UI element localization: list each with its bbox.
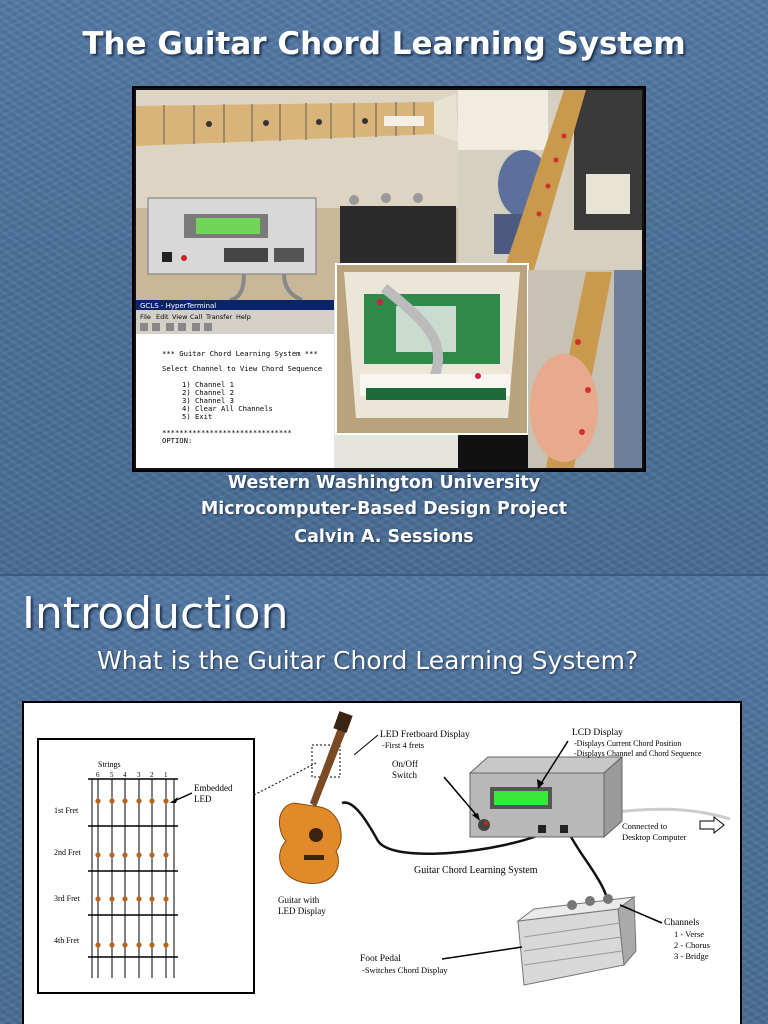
slide-question: What is the Guitar Chord Learning System? [97, 646, 639, 675]
svg-text:LED Display: LED Display [278, 906, 326, 916]
subtitle-project: Microcomputer-Based Design Project [200, 499, 568, 519]
svg-text:5: 5 [110, 771, 114, 779]
svg-text:2: 2 [150, 771, 154, 779]
svg-text:1) Channel 1: 1) Channel 1 [182, 380, 234, 389]
led-fretboard-label: LED Fretboard Display [380, 730, 470, 740]
svg-text:LED: LED [194, 794, 212, 804]
foot-pedal-icon [518, 894, 636, 985]
fret-label-3: 3rd Fret [54, 894, 80, 903]
circuit-board-photo [336, 264, 528, 434]
control-box-icon [470, 757, 622, 837]
menu-edit: Edit [156, 313, 169, 321]
svg-text:1 - Verse: 1 - Verse [674, 929, 705, 939]
arrow-right-icon [700, 817, 724, 833]
svg-text:-Displays Channel and Chord Se: -Displays Channel and Chord Sequence [574, 749, 702, 758]
svg-text:Select Channel to View Chord S: Select Channel to View Chord Sequence [162, 364, 323, 373]
menu-view: View [172, 313, 188, 321]
photo-collage [132, 86, 646, 472]
lcd-display-label: LCD Display [572, 728, 623, 738]
svg-text:******************************: ****************************** [162, 428, 292, 437]
connected-label: Connected to [622, 821, 668, 831]
svg-text:-Displays Current Chord Positi: -Displays Current Chord Position [574, 739, 682, 748]
hyperterminal-screenshot [136, 300, 334, 468]
fretboard-diagram [38, 739, 254, 993]
system-diagram-svg [24, 703, 740, 1024]
svg-text:-First 4 frets: -First 4 frets [382, 740, 425, 750]
menu-call: Call [190, 313, 203, 321]
subtitle-university: Western Washington University [227, 473, 541, 493]
svg-text:3) Channel 3: 3) Channel 3 [182, 396, 234, 405]
menu-transfer: Transfer [206, 313, 233, 321]
menu-file: File [140, 313, 151, 321]
svg-text:Switch: Switch [392, 770, 418, 780]
subtitle-author: Calvin A. Sessions [294, 527, 474, 547]
svg-text:4) Clear All Channels: 4) Clear All Channels [182, 404, 273, 413]
svg-text:OPTION:: OPTION: [162, 436, 193, 445]
system-diagram [22, 701, 742, 1024]
lcd-screen [494, 791, 548, 805]
svg-text:-Switches Chord Display: -Switches Chord Display [362, 965, 448, 975]
on-off-switch-label: On/Off [392, 759, 418, 769]
menu-help: Help [236, 313, 251, 321]
svg-text:2) Channel 2: 2) Channel 2 [182, 388, 234, 397]
strings-label: Strings [98, 760, 121, 769]
acoustic-guitar-icon [279, 711, 352, 883]
svg-text:GCLS - HyperTerminal: GCLS - HyperTerminal [140, 302, 217, 310]
embedded-led-label: Embedded [194, 783, 233, 793]
hand-on-frets-photo [528, 270, 642, 468]
channels-label: Channels [664, 918, 700, 928]
svg-text:6: 6 [96, 771, 100, 779]
foot-pedal-label: Foot Pedal [360, 954, 401, 964]
photo-collage-image [134, 88, 644, 470]
svg-text:2 - Chorus: 2 - Chorus [674, 940, 710, 950]
system-label: Guitar Chord Learning System [414, 865, 538, 876]
fret-label-2: 2nd Fret [54, 848, 81, 857]
svg-text:Desktop Computer: Desktop Computer [622, 832, 687, 842]
svg-text:3: 3 [137, 771, 141, 779]
svg-text:4: 4 [123, 771, 127, 779]
guitar-label: Guitar with [278, 895, 320, 905]
introduction-slide [0, 576, 768, 1024]
svg-text:3 - Bridge: 3 - Bridge [674, 951, 709, 961]
fret-label-1: 1st Fret [54, 806, 79, 815]
fret-label-4: 4th Fret [54, 936, 80, 945]
svg-text:1: 1 [164, 771, 168, 779]
guitar-player-photo [458, 90, 642, 270]
slide-title: Introduction [22, 588, 289, 639]
slide-title: The Guitar Chord Learning System [82, 26, 686, 62]
svg-text:5) Exit: 5) Exit [182, 412, 213, 421]
svg-text:*** Guitar Chord Learning Syst: *** Guitar Chord Learning System *** [162, 349, 318, 358]
